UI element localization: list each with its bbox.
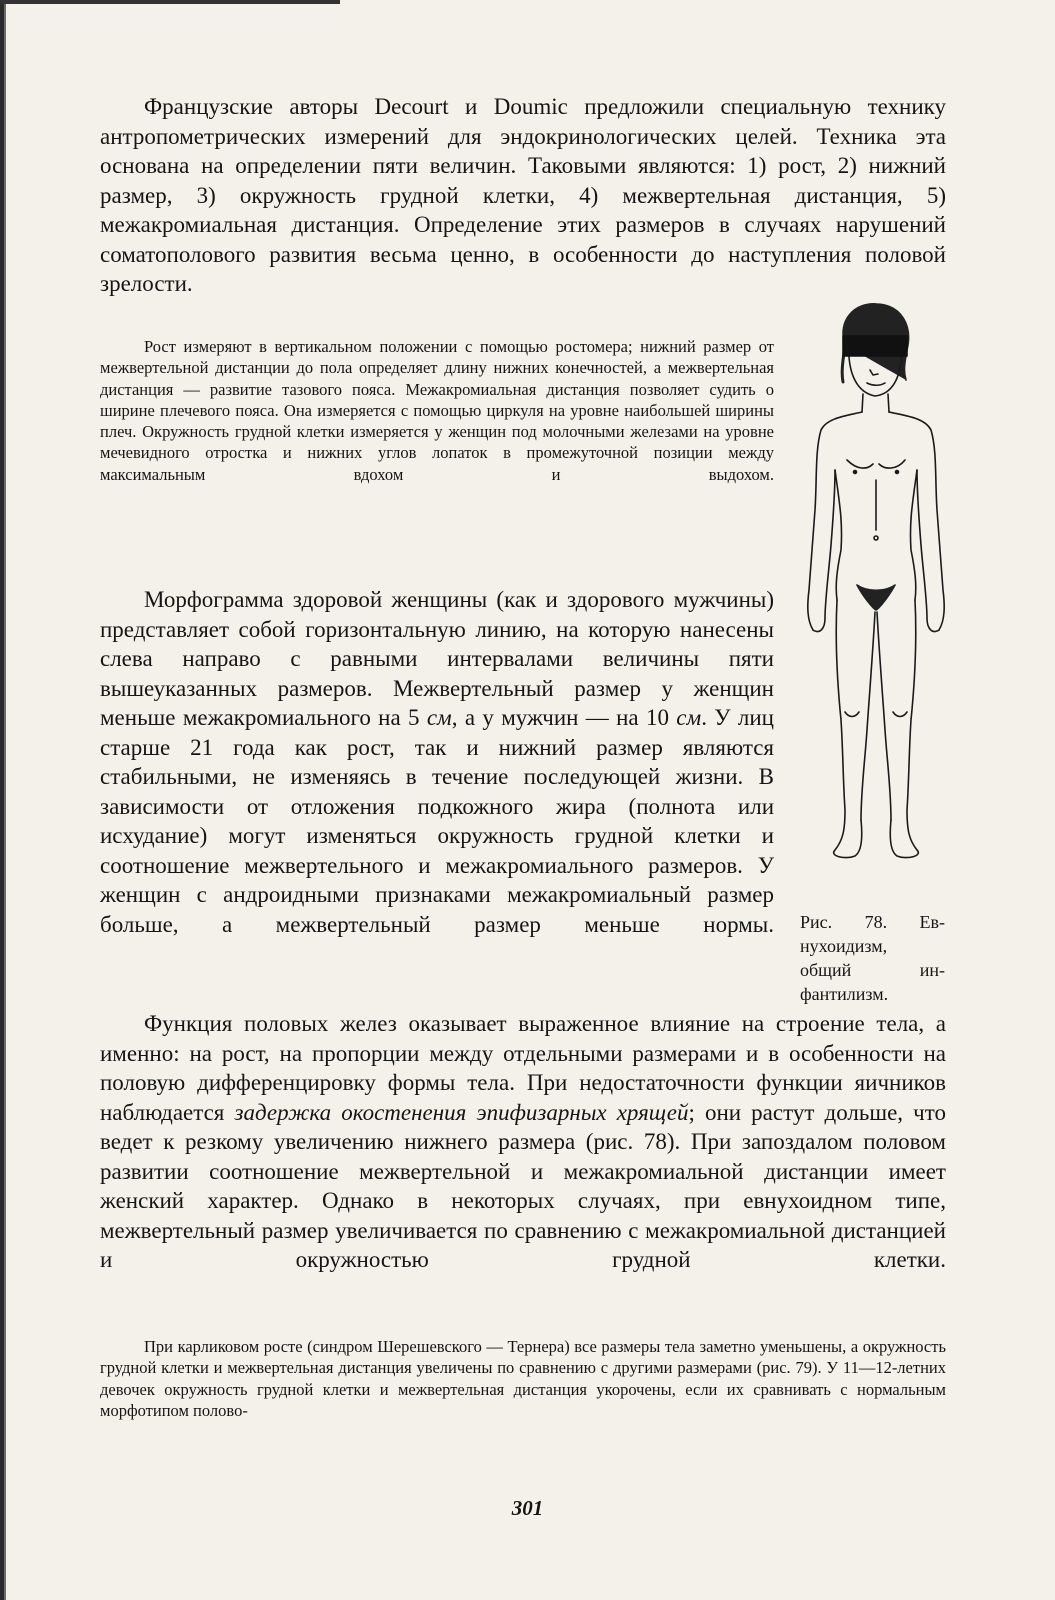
gonad-text-a: Функция половых желез оказывает выраженное влияние на строение тела, а именно: на рост, на пропорции между отдельными размерами и в особенности на половую дифференцировку формы тела. При недостаточности функции яичников наблюдается — [100, 1011, 946, 1125]
paragraph-anthropometry-intro: Французские авторы Decourt и Doumic предложили специальную технику антропометрических измерений для эндокринологических целей. Техника эта основана на определении пяти величин. Таковыми являются: 1) рост, 2) нижний размер, 3) окружность грудной клетки, 4) межвертельная дистанция, 5) межакромиальная дистанция. Определение этих размеров в случаях нарушений соматополового развития весьма ценно, в особенности до наступления половой зрелости. — [100, 94, 946, 296]
morphogram-text-c: . У лиц старше 21 года как рост, так и нижний размер являются стабильными, не изменяясь в течение последующей жизни. В зависимости от отложения подкожного жира (полнота или исхудание) могут изменяться окружность грудной клетки и соотношение межвертельного и межакромиального размеров. У женщин с андроидными признаками межакромиальный размер больше, а межвертельный размер меньше нормы. — [100, 705, 774, 937]
page-top-edge — [0, 0, 340, 4]
caption-line-3: общий ин- — [800, 960, 945, 980]
paragraph-morphogram — [100, 585, 774, 939]
gonad-text-b: ; они растут дольше, что ведет к резкому увеличению нижнего размера (рис. 78). При запоздалом половом развитии соотношение межвертельной и межакромиальной дистанции имеет женский характер. Однако в некоторых случаях, при евнухоидном типе, межвертельный размер увеличивается по сравнению с межакромиальной дистанцией и окружностью грудной клетки. — [100, 1099, 946, 1272]
unit-cm-2: см — [676, 705, 702, 730]
figure-caption — [800, 910, 945, 1006]
caption-line-4: фантилизм. — [800, 984, 889, 1004]
caption-line-2: нухоидизм, — [800, 936, 888, 956]
paragraph-gonad-function — [100, 1009, 946, 1275]
paragraph-measurement-method: Рост измеряют в вертикальном положении с помощью ростомера; нижний размер от межвертельной дистанции до пола определяет длину нижних конечностей, а межвертельная дистанция — развитие тазового пояса. Межакромиальная дистанция позволяет судить о ширине плечевого пояса. Она измеряется с помощью циркуля на уровне наибольшей ширины плеч. Окружность грудной клетки измеряется у женщин под молочными железами на уровне мечевидного отростка и нижних углов лопаток в промежуточной позиции между максимальным вдохом и выдохом. — [100, 337, 774, 484]
morphogram-text-b: , а у мужчин — на 10 — [451, 705, 677, 730]
gonad-emphasis: задержка окостенения эпифизарных хрящей — [234, 1099, 689, 1125]
page-binding-edge — [0, 0, 10, 1600]
figure-eunuchoid-body-illustration — [785, 300, 960, 900]
unit-cm-1: см — [426, 705, 452, 730]
caption-line-1: Рис. 78. Ев- — [800, 912, 945, 932]
page-number: 301 — [511, 1496, 544, 1520]
paragraph-dwarfism: При карликовом росте (синдром Шерешевского — Тернера) все размеры тела заметно уменьшены, а окружность грудной клетки и межвертельная дистанция увеличены по сравнению с другими размерами (рис. 79). У 11—12-летних девочек окружность грудной клетки и межвертельная дистанция укорочены, если их сравнивать с нормальным морфотипом полово- — [100, 1337, 946, 1420]
morphogram-text-a: Морфограмма здоровой женщины (как и здорового мужчины) представляет собой горизонтальную линию, на которую нанесены слева направо с равными интервалами величины пяти вышеуказанных размеров. Межвертельный размер у женщин меньше межакромиального на 5 — [100, 587, 774, 730]
